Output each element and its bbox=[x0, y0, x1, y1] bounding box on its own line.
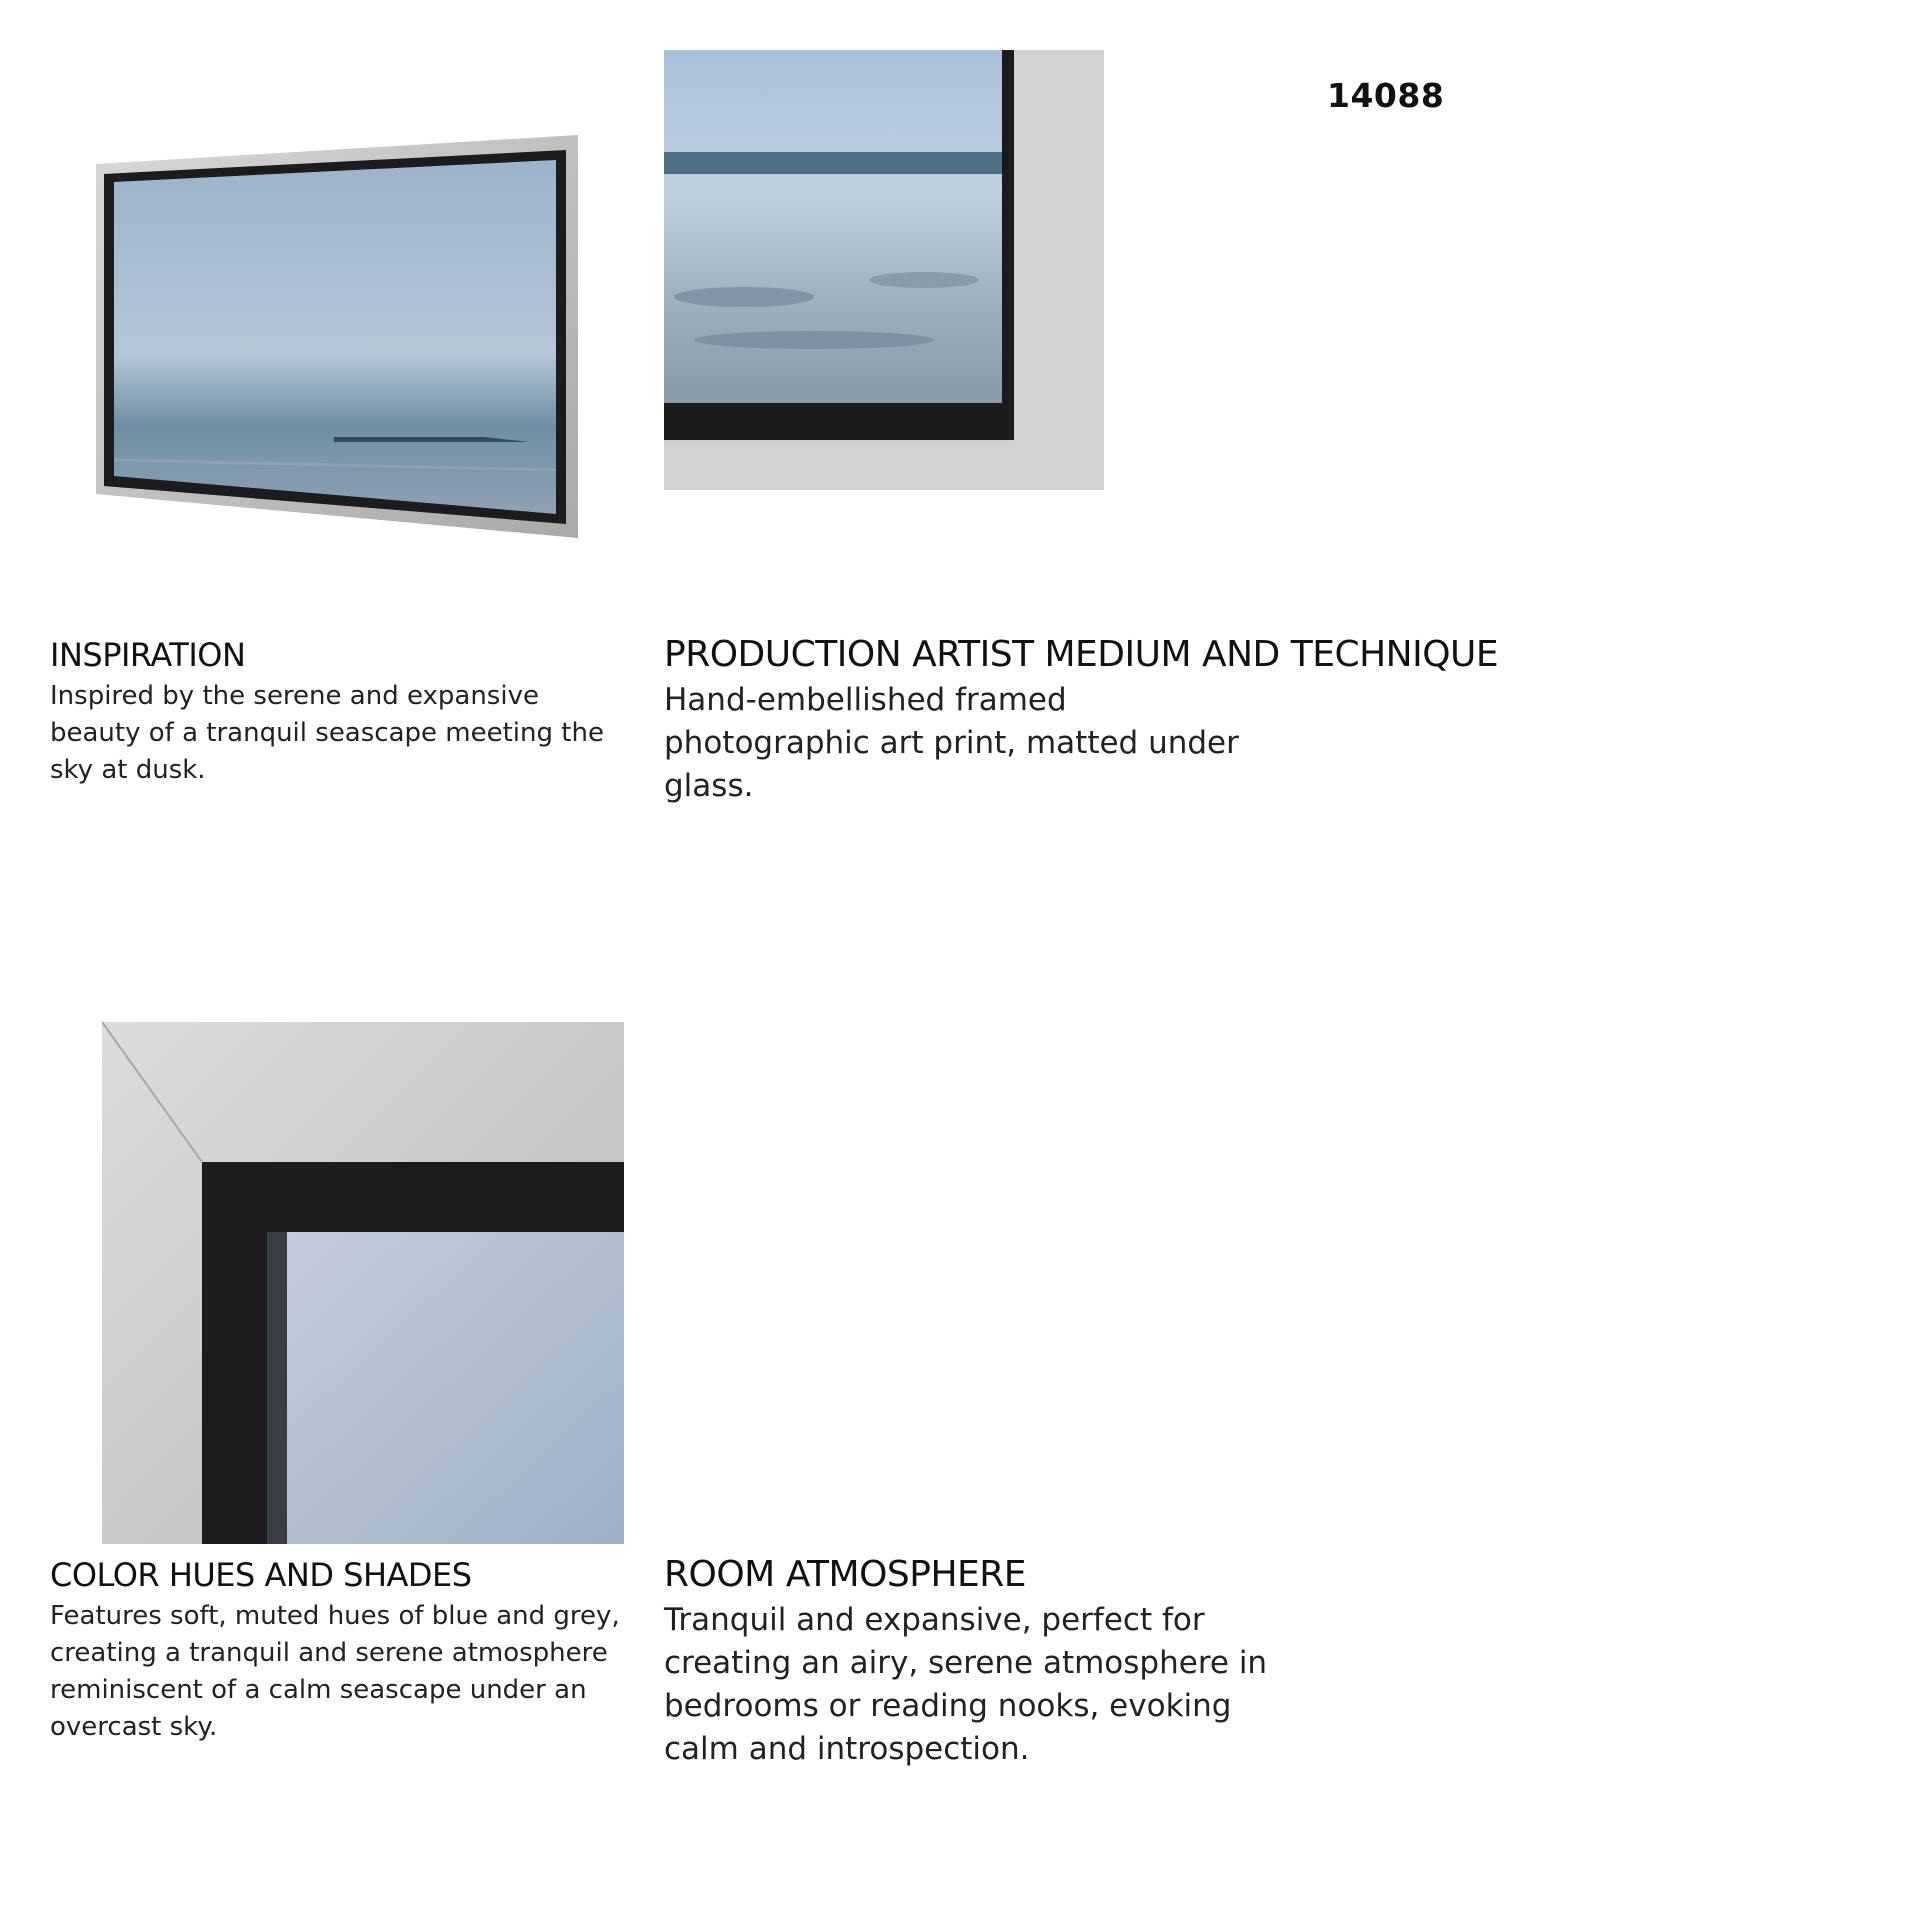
color-section bbox=[50, 1556, 650, 1746]
product-sku: 14088 bbox=[1327, 76, 1445, 115]
production-text: Hand-embellished framed photographic art print, matted under glass. bbox=[664, 682, 1239, 804]
color-text: Features soft, muted hues of blue and grey, creating a tranquil and serene atmosphere reminiscent of a calm seascape under an overcast sky. bbox=[50, 1601, 620, 1742]
room-atmosphere-section bbox=[664, 1554, 1304, 1771]
room-atmosphere-heading: ROOM ATMOSPHERE bbox=[664, 1554, 1027, 1595]
frame-closeup-photo bbox=[102, 1022, 624, 1544]
inspiration-heading: INSPIRATION bbox=[50, 636, 246, 674]
corner-detail-photo bbox=[664, 50, 1104, 495]
color-heading: COLOR HUES AND SHADES bbox=[50, 1556, 472, 1594]
inspiration-section bbox=[50, 636, 630, 789]
full-framed-artwork-photo bbox=[84, 120, 604, 550]
production-section bbox=[664, 634, 1564, 808]
production-heading: PRODUCTION ARTIST MEDIUM AND TECHNIQUE bbox=[664, 634, 1499, 675]
inspiration-text: Inspired by the serene and expansive beauty of a tranquil seascape meeting the sky at dusk. bbox=[50, 681, 604, 785]
room-atmosphere-text: Tranquil and expansive, perfect for creating an airy, serene atmosphere in bedrooms or reading nooks, evoking calm and introspection. bbox=[664, 1602, 1268, 1767]
